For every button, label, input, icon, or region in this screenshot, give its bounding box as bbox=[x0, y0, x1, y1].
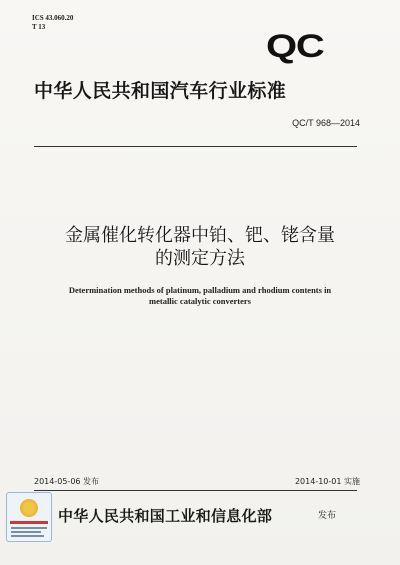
english-title-line-1: Determination methods of platinum, palladium and rhodium contents in bbox=[68, 285, 332, 295]
implement-date: 2014-10-01 实施 bbox=[294, 477, 360, 486]
main-title-line-1: 金属催化转化器中铂、钯、铑含量 bbox=[65, 225, 335, 246]
ics-code: ICS 43.060.20 bbox=[32, 14, 74, 22]
classification-code: T 13 bbox=[32, 23, 46, 31]
header-divider bbox=[34, 146, 357, 147]
standard-number: QC/T 968—2014 bbox=[292, 118, 360, 128]
stamp-sun-mark bbox=[20, 499, 38, 517]
publish-label: 发布 bbox=[318, 511, 337, 521]
ics-code-block bbox=[32, 14, 73, 32]
english-title-line-2: metallic catalytic converters bbox=[149, 296, 251, 306]
stamp-strip bbox=[10, 521, 48, 524]
standard-type-title: 中华人民共和国汽车行业标准 bbox=[34, 80, 287, 102]
issue-date: 2014-05-06 发布 bbox=[34, 477, 100, 486]
main-title-line-2: 的测定方法 bbox=[155, 248, 245, 269]
footer-divider bbox=[34, 490, 357, 491]
qc-logo: QC bbox=[266, 28, 324, 64]
issuing-authority: 中华人民共和国工业和信息化部 bbox=[58, 507, 273, 525]
certification-stamp-icon bbox=[6, 492, 52, 542]
